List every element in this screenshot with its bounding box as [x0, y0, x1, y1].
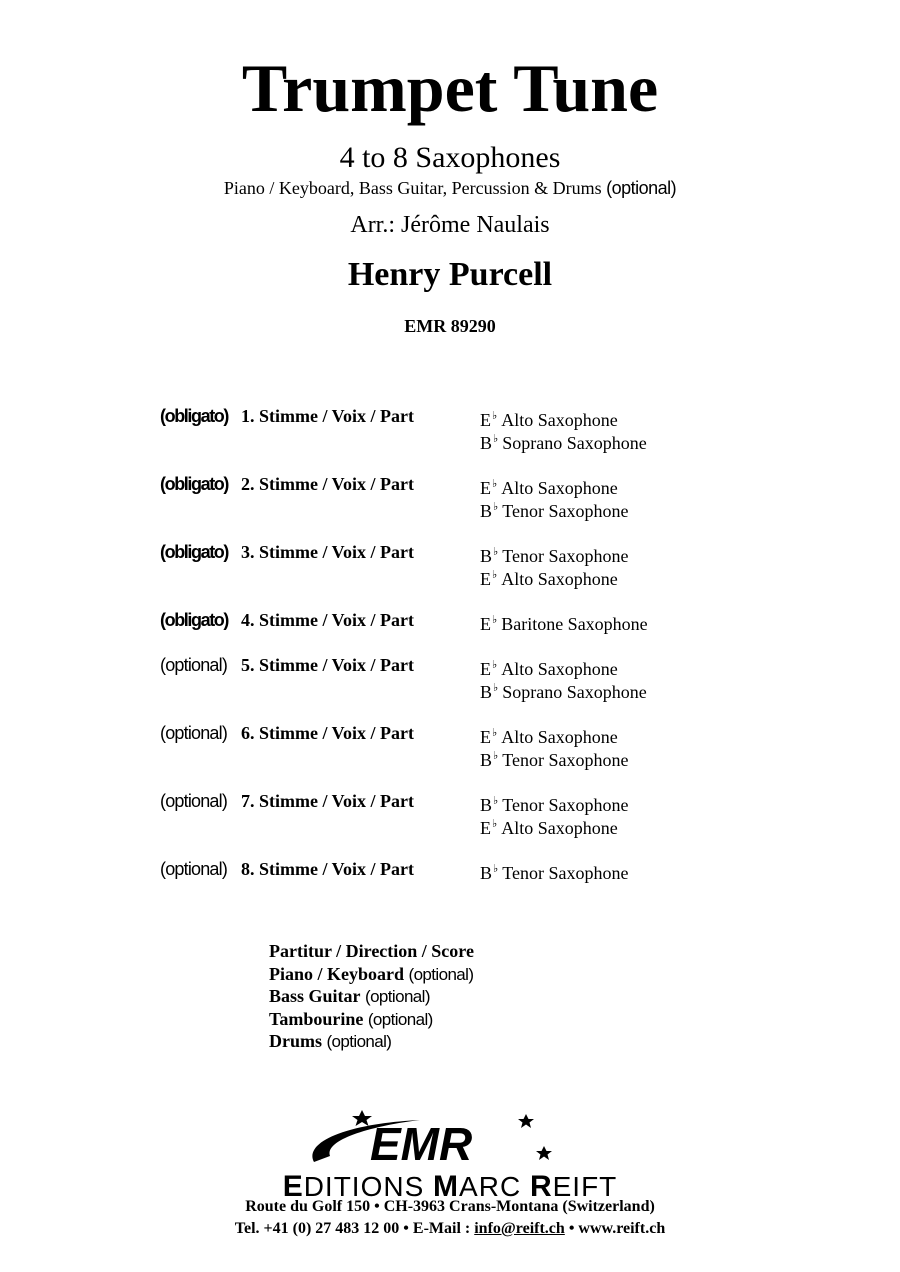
instrument-line [480, 654, 647, 677]
flat-icon: ♭ [492, 818, 498, 830]
part-status: (obligato) [160, 474, 228, 494]
publisher-initial: E [282, 1170, 304, 1203]
instrument-line [480, 790, 628, 813]
score-item-name: Drums [269, 1031, 322, 1051]
arranger: Arr.: Jérôme Naulais [350, 212, 550, 238]
part-label: 8. Stimme / Voix / Part [241, 859, 414, 879]
part-status: (obligato) [160, 542, 228, 562]
flat-icon: ♭ [493, 863, 499, 875]
score-item [269, 940, 474, 963]
instrument-key: B [480, 682, 493, 702]
score-item-note: (optional) [367, 1009, 433, 1029]
publisher-initial: M [433, 1170, 460, 1203]
flat-icon: ♭ [492, 569, 498, 581]
publisher-word: ARC [459, 1171, 522, 1202]
instrument-key: E [480, 410, 491, 430]
telephone: Tel. +41 (0) 27 483 12 00 • E-Mail : [234, 1220, 471, 1237]
instrument-name: Alto Saxophone [501, 410, 618, 430]
instrumentation-line [0, 176, 900, 200]
part-status: (optional) [160, 859, 228, 879]
instrument-name: Tenor Saxophone [502, 546, 629, 566]
part-instruments [480, 473, 628, 519]
instrument-name: Soprano Saxophone [502, 682, 647, 702]
part-label: 4. Stimme / Voix / Part [241, 610, 414, 630]
part-label: 5. Stimme / Voix / Part [241, 655, 414, 675]
flat-icon: ♭ [492, 659, 498, 671]
part-status: (optional) [160, 655, 228, 675]
logo-text: EMR [370, 1118, 473, 1170]
publisher-contact [0, 1219, 900, 1239]
part-instruments [480, 790, 628, 836]
flat-icon: ♭ [493, 750, 499, 762]
part-status: (optional) [160, 723, 228, 743]
instrument-name: Tenor Saxophone [502, 795, 629, 815]
instrument-line [480, 564, 628, 587]
instrument-key: B [480, 433, 493, 453]
website[interactable]: • www.reift.ch [568, 1220, 666, 1237]
instrument-key: B [480, 546, 493, 566]
score-item-name: Bass Guitar [269, 986, 361, 1006]
instrument-key: B [480, 750, 493, 770]
instrument-line [480, 473, 628, 496]
instrument-key: E [480, 659, 491, 679]
instrumentation-text: Piano / Keyboard, Bass Guitar, Percussion & Drums [223, 178, 602, 198]
emr-logo [300, 1104, 580, 1180]
part-instruments [480, 858, 628, 881]
instrument-key: E [480, 478, 491, 498]
part-instruments [480, 609, 648, 632]
score-item-note: (optional) [408, 964, 474, 984]
flat-icon: ♭ [493, 501, 499, 513]
flat-icon: ♭ [493, 795, 499, 807]
email-link[interactable]: info@reift.ch [474, 1220, 565, 1237]
instrument-name: Alto Saxophone [501, 659, 618, 679]
instrument-key: B [480, 795, 493, 815]
part-label: 6. Stimme / Voix / Part [241, 723, 414, 743]
score-item-name: Partitur / Direction / Score [269, 941, 474, 961]
instrument-name: Soprano Saxophone [502, 433, 647, 453]
instrument-name: Baritone Saxophone [501, 614, 648, 634]
part-status: (obligato) [160, 406, 228, 426]
instrument-line [480, 813, 628, 836]
part-label: 1. Stimme / Voix / Part [241, 406, 414, 426]
part-label: 2. Stimme / Voix / Part [241, 474, 414, 494]
instrument-line [480, 496, 628, 519]
instrument-line [480, 858, 628, 881]
logo-star-left [352, 1110, 372, 1126]
instrument-key: B [480, 863, 493, 883]
instrument-name: Tenor Saxophone [502, 750, 629, 770]
instrument-name: Tenor Saxophone [502, 501, 629, 521]
part-status: (obligato) [160, 610, 228, 630]
flat-icon: ♭ [493, 682, 499, 694]
instrument-line [480, 428, 647, 451]
score-item [269, 1008, 474, 1031]
logo-star-right-top [518, 1114, 534, 1128]
score-list [269, 940, 474, 1053]
composer: Henry Purcell [347, 256, 553, 293]
part-instruments [480, 541, 628, 587]
logo-star-right-bottom [536, 1146, 552, 1160]
part-label: 3. Stimme / Voix / Part [241, 542, 414, 562]
score-item-note: (optional) [326, 1032, 392, 1051]
part-instruments [480, 722, 628, 768]
instrument-line [480, 677, 647, 700]
instrument-line [480, 609, 648, 632]
flat-icon: ♭ [493, 546, 499, 558]
instrument-line [480, 745, 628, 768]
instrument-line [480, 722, 628, 745]
instrument-key: E [480, 614, 491, 634]
instrument-name: Alto Saxophone [501, 818, 618, 838]
part-instruments [480, 654, 647, 700]
instrument-name: Tenor Saxophone [502, 863, 629, 883]
score-item [269, 963, 474, 986]
instrument-line [480, 405, 647, 428]
instrument-name: Alto Saxophone [501, 569, 618, 589]
publisher-word: EIFT [552, 1171, 618, 1202]
flat-icon: ♭ [492, 478, 498, 490]
part-label: 7. Stimme / Voix / Part [241, 791, 414, 811]
page-title: Trumpet Tune [241, 50, 659, 126]
subtitle: 4 to 8 Saxophones [339, 141, 561, 174]
part-instruments [480, 405, 647, 451]
flat-icon: ♭ [493, 433, 499, 445]
publisher-address: Route du Golf 150 • CH-3963 Crans-Montana (Switzerland) [245, 1198, 655, 1215]
instrument-line [480, 541, 628, 564]
score-item-name: Piano / Keyboard [269, 963, 405, 984]
instrument-key: E [480, 569, 491, 589]
instrument-name: Alto Saxophone [501, 727, 618, 747]
score-item-name: Tambourine [269, 1008, 364, 1029]
score-item-note: (optional) [365, 987, 430, 1006]
parts-list [0, 405, 900, 885]
instrument-key: E [480, 727, 491, 747]
instrument-key: E [480, 818, 491, 838]
part-status: (optional) [160, 791, 228, 811]
catalog-number: EMR 89290 [404, 316, 496, 336]
instrument-name: Alto Saxophone [501, 478, 618, 498]
score-item [269, 985, 474, 1008]
instrument-key: B [480, 501, 493, 521]
flat-icon: ♭ [492, 727, 498, 739]
publisher-word: DITIONS [303, 1171, 425, 1202]
publisher-initial: R [529, 1170, 553, 1203]
flat-icon: ♭ [492, 614, 498, 626]
instrumentation-note: (optional) [606, 178, 677, 198]
score-item [269, 1030, 474, 1053]
flat-icon: ♭ [492, 410, 498, 422]
